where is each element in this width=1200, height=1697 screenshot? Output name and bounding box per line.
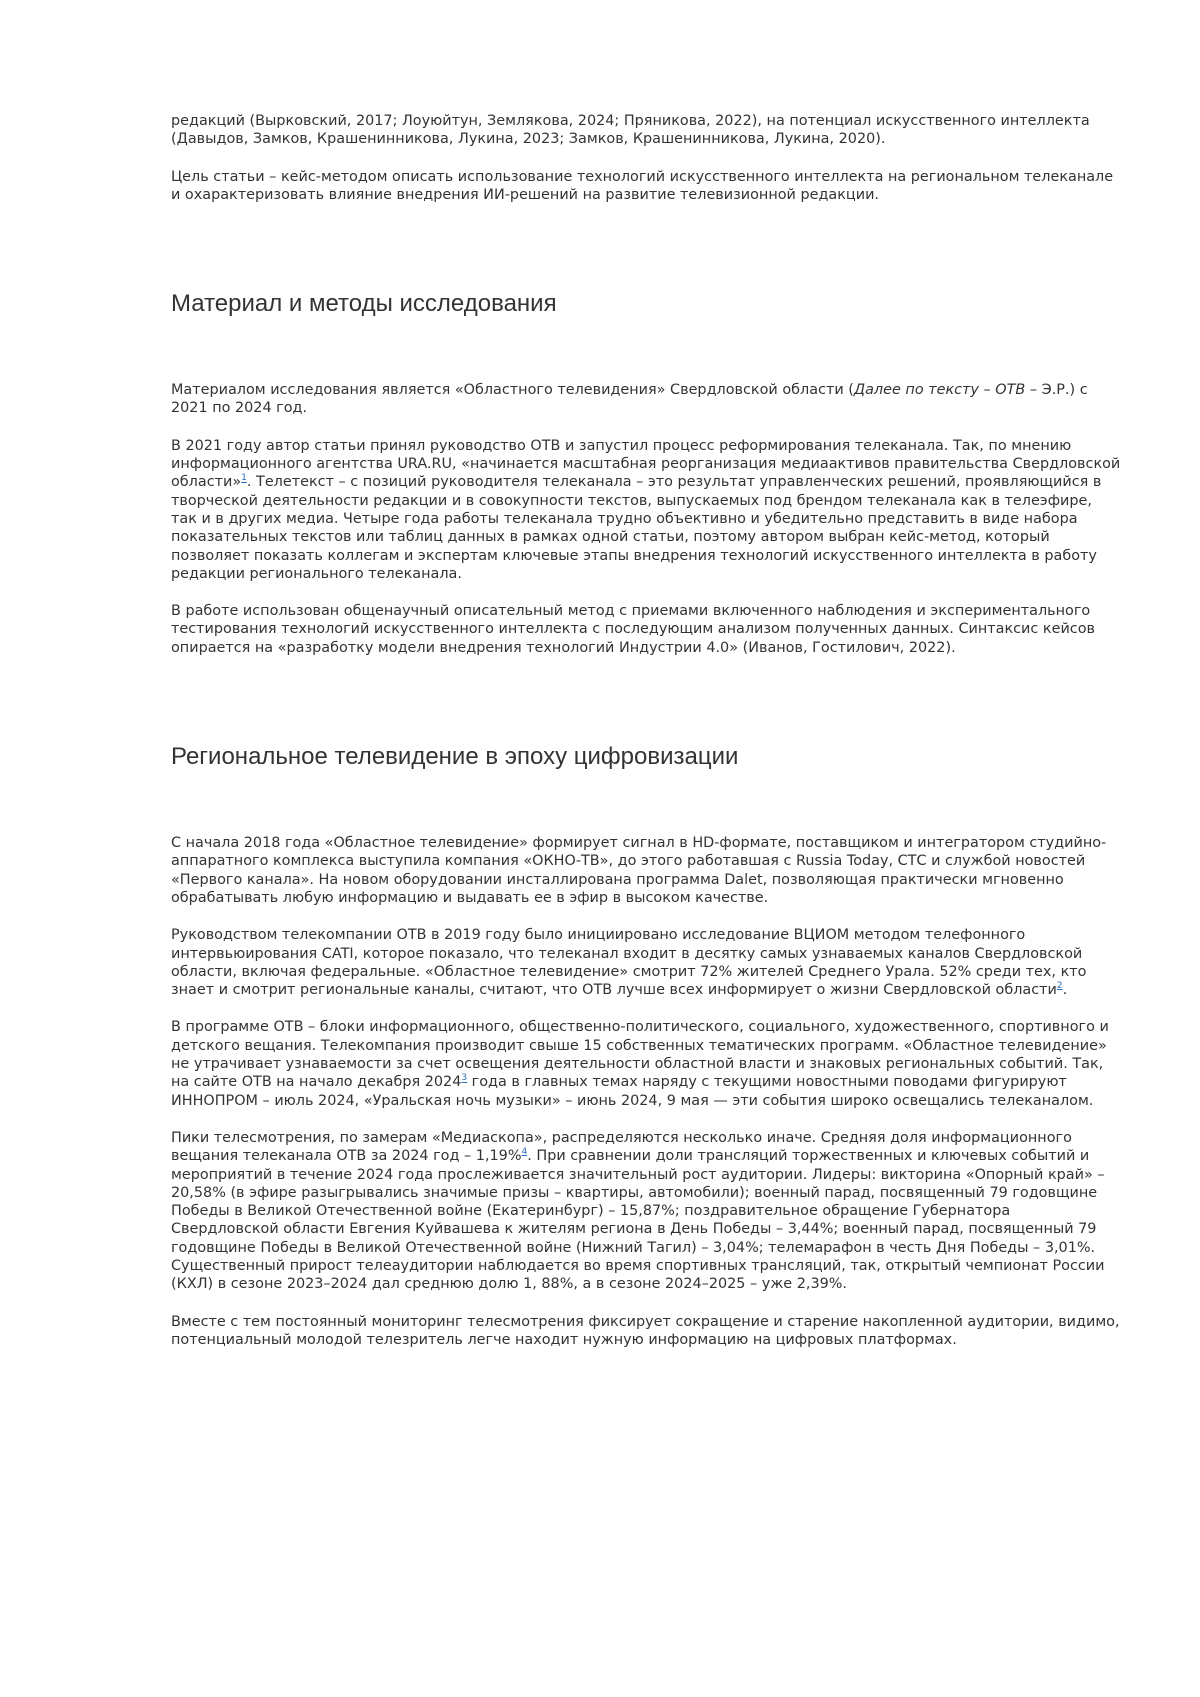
regional-paragraph-1: С начала 2018 года «Областное телевидение» формирует сигнал в HD-формате, поставщиком и интегратором студийно-аппаратного комплекса выступила компания «ОКНО-ТВ», до этого работавшая с Russia Today, СТС и службой новостей «Первого канала». На новом оборудовании инсталлирована программа Dalet, позволяющая практически мгновенно обрабатывать любую информацию и выдавать ее в эфир в высоком качестве.: [171, 834, 1121, 907]
methods-paragraph-1: Материалом исследования является «Областного телевидения» Свердловской области (Далее по тексту – ОТВ – Э.Р.) с 2021 по 2024 год.: [171, 381, 1121, 418]
footnote-ref-3[interactable]: 3: [461, 1074, 467, 1084]
footnote-ref-4[interactable]: 4: [522, 1147, 528, 1157]
intro-paragraph-1: редакций (Вырковский, 2017; Лоуюйтун, Землякова, 2024; Пряникова, 2022), на потенциал искусственного интеллекта (Давыдов, Замков, Крашенинникова, Лукина, 2023; Замков, Крашенинникова, Лукина, 2020).: [171, 112, 1121, 149]
section-heading-regional-tv: Региональное телевидение в эпоху цифровизации: [171, 742, 1121, 772]
article-page: [171, 112, 1121, 1349]
intro-paragraph-2: Цель статьи – кейс-методом описать использование технологий искусственного интеллекта на региональном телеканале и охарактеризовать влияние внедрения ИИ-решений на развитие телевизионной редакции.: [171, 168, 1121, 205]
regional-paragraph-2: Руководством телекомпании ОТВ в 2019 году было инициировано исследование ВЦИОМ методом телефонного интервьюирования CATI, которое показало, что телеканал входит в десятку самых узнаваемых каналов Свердловской области, включая федеральные. «Областное телевидение» смотрит 72% жителей Среднего Урала. 52% среди тех, кто знает и смотрит региональные каналы, считают, что ОТВ лучше всех информирует о жизни Свердловской области2.: [171, 926, 1121, 999]
footnote-ref-2[interactable]: 2: [1057, 981, 1063, 991]
footnote-ref-1[interactable]: 1: [241, 474, 247, 484]
methods-paragraph-2: В 2021 году автор статьи принял руководство ОТВ и запустил процесс реформирования телеканала. Так, по мнению информационного агентства URA.RU, «начинается масштабная реорганизация медиаактивов правительства Свердловской области»1. Телетекст – с позиций руководителя телеканала – это результат управленческих решений, проявляющийся в творческой деятельности редакции и в совокупности текстов, выпускаемых под брендом телеканала как в телеэфире, так и в других медиа. Четыре года работы телеканала трудно объективно и убедительно представить в виде набора показательных текстов или таблиц данных в рамках одной статьи, поэтому автором выбран кейс-метод, который позволяет показать коллегам и экспертам ключевые этапы внедрения технологий искусственного интеллекта в работу редакции регионального телеканала.: [171, 437, 1121, 583]
regional-paragraph-5: Вместе с тем постоянный мониторинг телесмотрения фиксирует сокращение и старение накопленной аудитории, видимо, потенциальный молодой телезритель легче находит нужную информацию на цифровых платформах.: [171, 1313, 1121, 1350]
regional-paragraph-3: В программе ОТВ – блоки информационного, общественно-политического, социального, художественного, спортивного и детского вещания. Телекомпания производит свыше 15 собственных тематических программ. «Областное телевидение» не утрачивает узнаваемости за счет освещения деятельности областной власти и знаковых региональных событий. Так, на сайте ОТВ на начало декабря 20243 года в главных темах наряду с текущими новостными поводами фигурируют ИННОПРОМ – июль 2024, «Уральская ночь музыки» – июнь 2024, 9 мая — эти события широко освещались телеканалом.: [171, 1018, 1121, 1109]
section-heading-methods: Материал и методы исследования: [171, 289, 1121, 319]
methods-paragraph-3: В работе использован общенаучный описательный метод с приемами включенного наблюдения и экспериментального тестирования технологий искусственного интеллекта с последующим анализом полученных данных. Синтаксис кейсов опирается на «разработку модели внедрения технологий Индустрии 4.0» (Иванов, Гостилович, 2022).: [171, 602, 1121, 657]
regional-paragraph-4: Пики телесмотрения, по замерам «Медиаскопа», распределяются несколько иначе. Средняя доля информационного вещания телеканала ОТВ за 2024 год – 1,19%4. При сравнении доли трансляций торжественных и ключевых событий и мероприятий в течение 2024 года прослеживается значительный рост аудитории. Лидеры: викторина «Опорный край» – 20,58% (в эфире разыгрывались значимые призы – квартиры, автомобили); военный парад, посвященный 79 годовщине Победы в Великой Отечественной войне (Екатеринбург) – 15,87%; поздравительное обращение Губернатора Свердловской области Евгения Куйвашева к жителям региона в День Победы – 3,44%; военный парад, посвященный 79 годовщине Победы в Великой Отечественной войне (Нижний Тагил) – 3,04%; телемарафон в честь Дня Победы – 3,01%. Существенный прирост телеаудитории наблюдается во время спортивных трансляций, так, открытый чемпионат России (КХЛ) в сезоне 2023–2024 дал среднюю долю 1, 88%, а в сезоне 2024–2025 – уже 2,39%.: [171, 1129, 1121, 1294]
